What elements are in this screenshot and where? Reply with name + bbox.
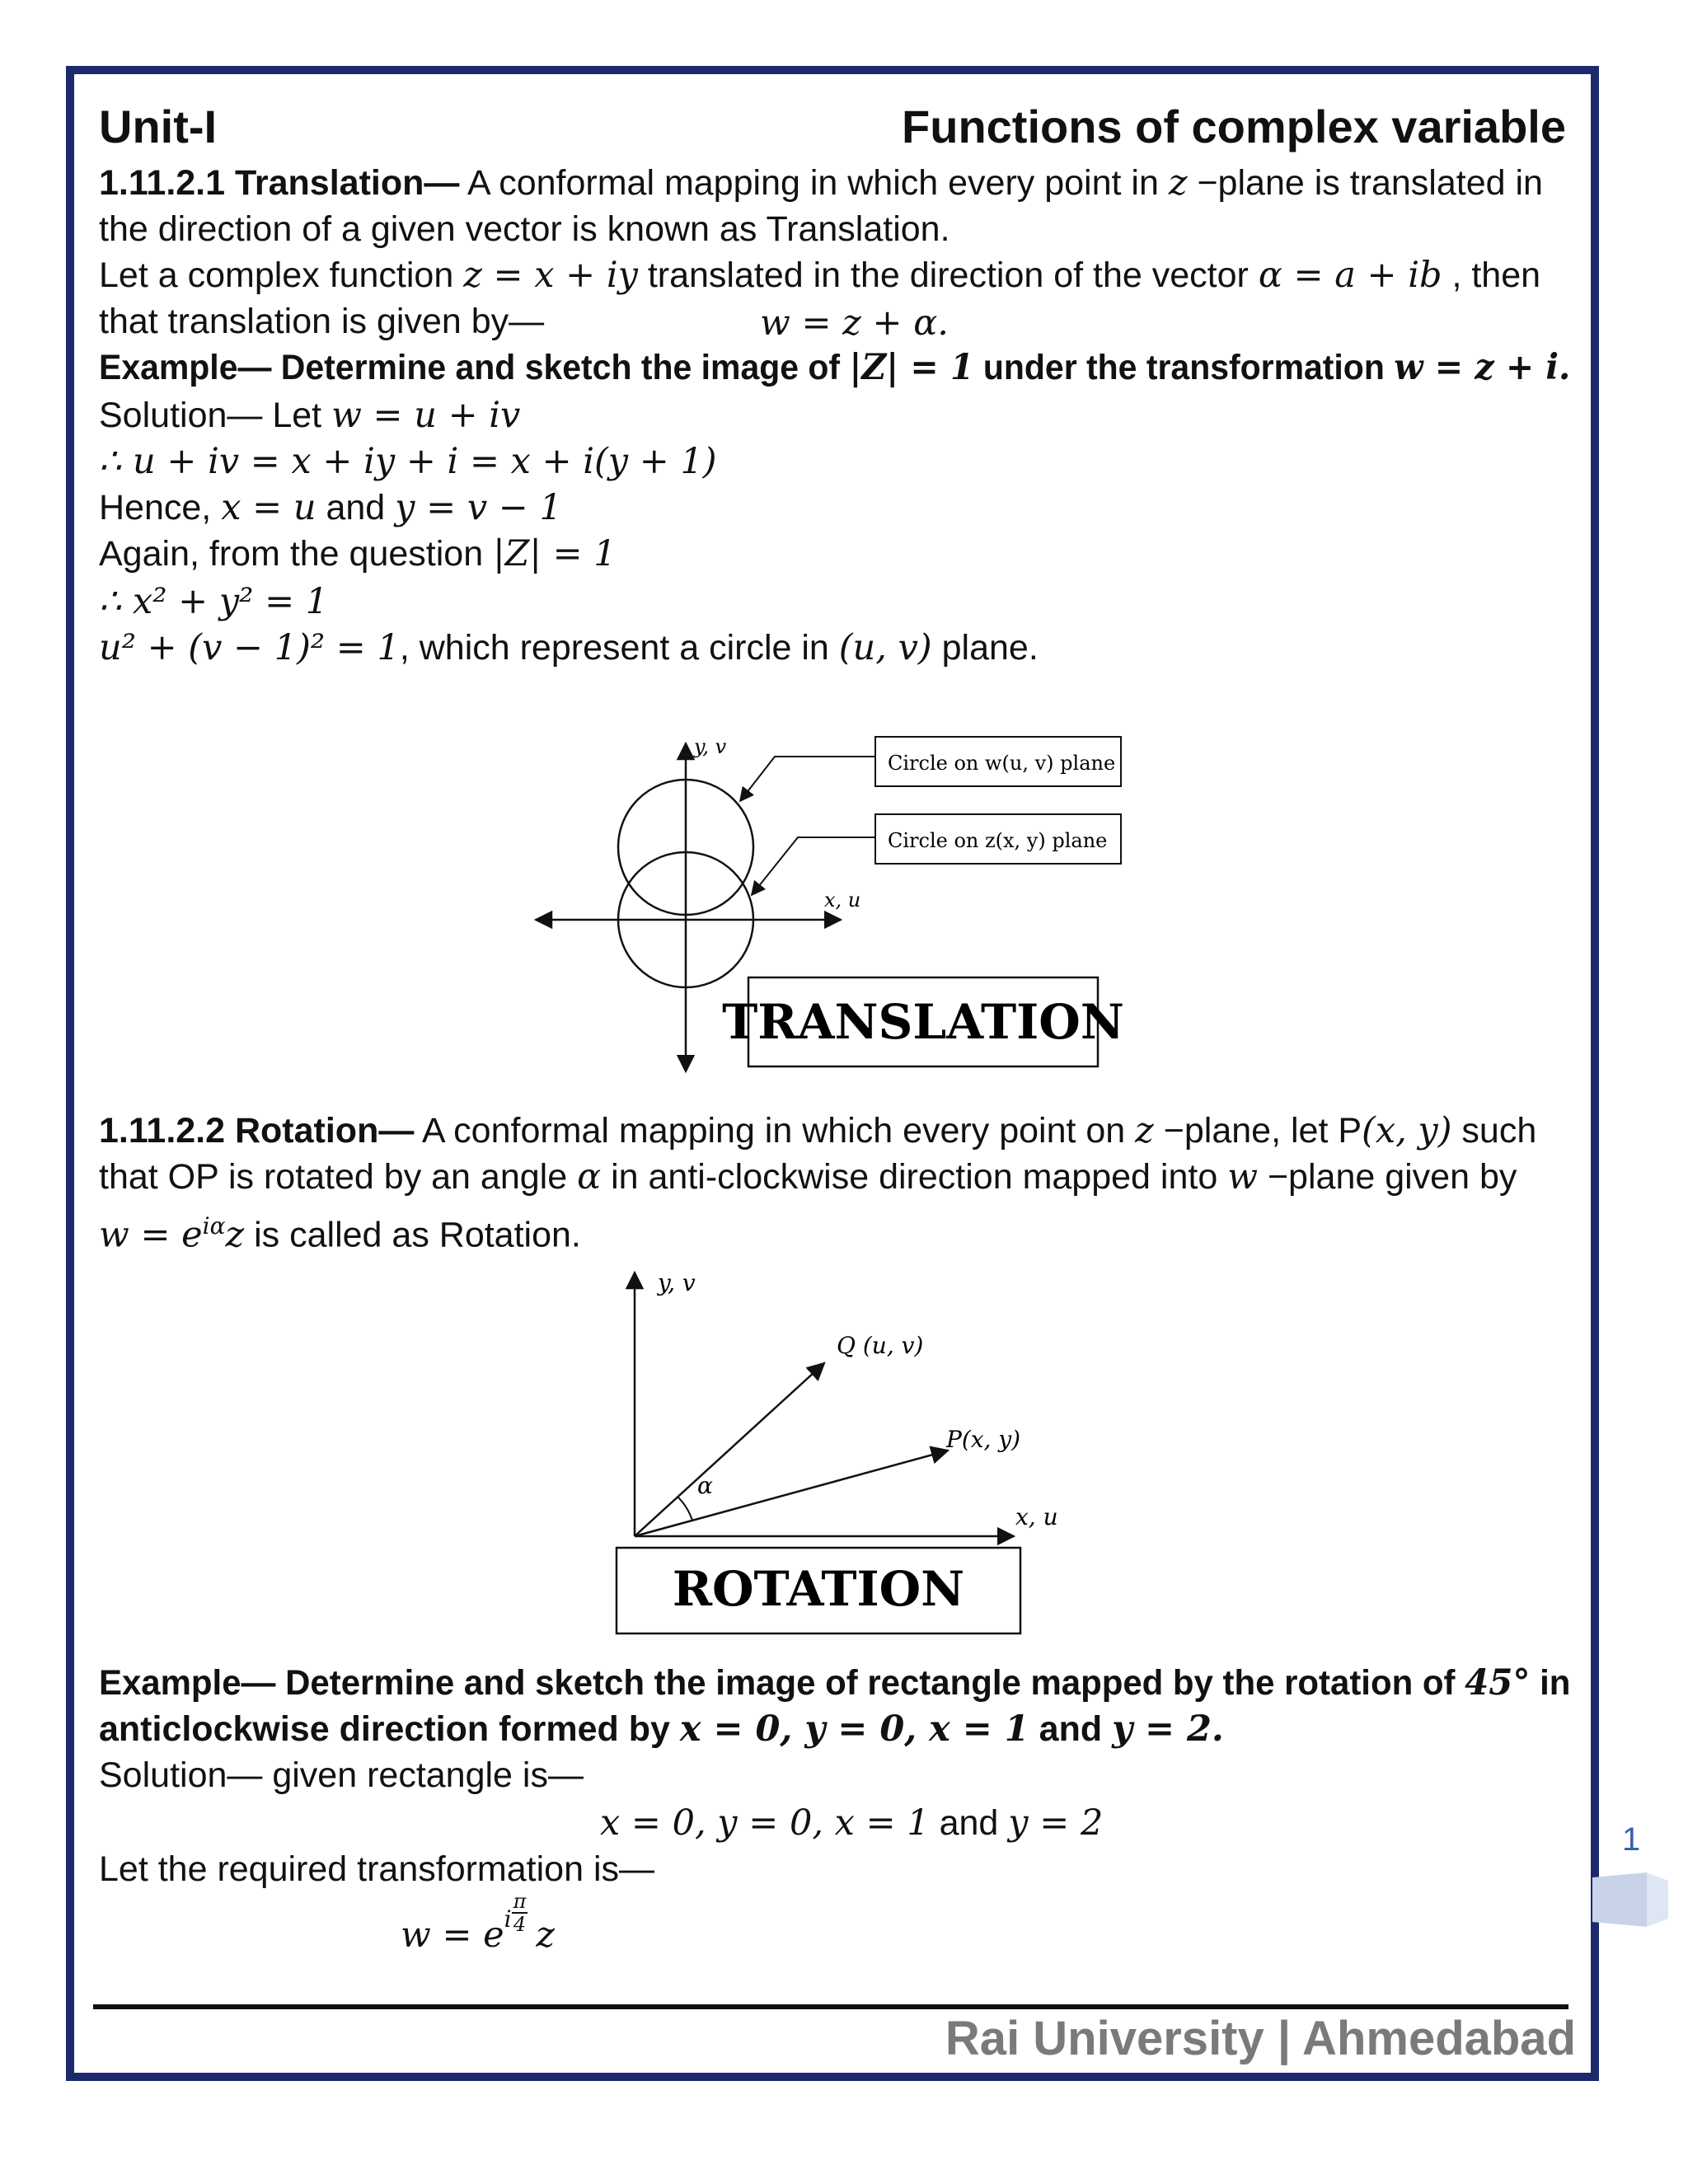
label-alpha: α bbox=[697, 1472, 713, 1499]
solution-1-line-5: ∴ x² + y² = 1 bbox=[99, 581, 329, 622]
solution-1-line-3: Hence, x = u and y = v − 1 bbox=[99, 487, 562, 528]
example-2-line-1: Example— Determine and sketch the image of rectangle mapped by the rotation of 45° in bbox=[99, 1662, 1571, 1704]
translation-line-1: 1.11.2.1 Translation— A conformal mapping in which every point in z −plane is translated in bbox=[99, 162, 1543, 204]
title-rotation: ROTATION bbox=[672, 1561, 965, 1617]
example-2-line-2: anticlockwise direction formed by x = 0, y = 0, x = 1 and y = 2. bbox=[99, 1708, 1224, 1750]
rotation-line-3: $w = e^{i\alpha}z$ is called as Rotation. bbox=[99, 1212, 581, 1256]
axis-label-yv: y, v bbox=[694, 735, 727, 758]
unit-heading: Unit-I bbox=[99, 101, 218, 152]
translation-line-2: the direction of a given vector is known as Translation. bbox=[99, 209, 950, 249]
solution-2-line-1: Solution— given rectangle is— bbox=[99, 1755, 584, 1795]
label-q: Q (u, v) bbox=[837, 1332, 924, 1359]
title-translation: TRANSLATION bbox=[722, 994, 1124, 1050]
page-number: 1 bbox=[1622, 1821, 1641, 1858]
label-p: P(x, y) bbox=[946, 1426, 1021, 1453]
label-circle-w: Circle on w(u, v) plane bbox=[888, 752, 1116, 775]
page-tab-icon bbox=[1589, 1869, 1672, 1930]
translation-line-4: that translation is given by— bbox=[99, 302, 545, 341]
solution-1-line-2: ∴ u + iv = x + iy + i = x + i(y + 1) bbox=[99, 441, 717, 482]
pointer-w bbox=[740, 757, 875, 801]
rot-axis-label-xu: x, u bbox=[1015, 1503, 1058, 1530]
solution-2-line-3: Let the required transformation is— bbox=[99, 1849, 654, 1889]
solution-1-line-6: u² + (v − 1)² = 1, which represent a circle in (u, v) plane. bbox=[99, 627, 1039, 668]
axis-label-xu: x, u bbox=[824, 888, 861, 912]
rot-axis-label-yv: y, v bbox=[658, 1269, 696, 1296]
rotation-line-1: 1.11.2.2 Rotation— A conformal mapping in which every point on z −plane, let P(x, y) such bbox=[99, 1110, 1537, 1151]
chapter-title: Functions of complex variable bbox=[902, 101, 1566, 152]
solution-2-transformation: w = ei $\frac{\pi}{4}$ z bbox=[401, 1890, 556, 1956]
rotation-figure bbox=[602, 1261, 1113, 1640]
translation-figure bbox=[511, 725, 1170, 1088]
label-circle-z: Circle on z(x, y) plane bbox=[888, 829, 1108, 852]
solution-1-line-4: Again, from the question |Z| = 1 bbox=[99, 533, 617, 574]
angle-arc bbox=[678, 1497, 692, 1521]
pointer-z bbox=[752, 837, 875, 895]
rotation-line-2: that OP is rotated by an angle α in anti-clockwise direction mapped into w −plane given by bbox=[99, 1156, 1517, 1197]
footer-university: Rai University | Ahmedabad bbox=[945, 2012, 1576, 2065]
solution-2-rectangle: x = 0, y = 0, x = 1 and y = 2 bbox=[600, 1802, 1104, 1844]
translation-formula: w = z + α. bbox=[760, 302, 949, 344]
solution-1-line-1: Solution— Let w = u + iv bbox=[99, 395, 521, 436]
translation-line-3: Let a complex function z = x + iy translated in the direction of the vector α = a + ib , then bbox=[99, 255, 1541, 296]
example-1-statement: Example— Determine and sketch the image of |Z| = 1 under the transformation w = z + i. bbox=[99, 347, 1571, 388]
